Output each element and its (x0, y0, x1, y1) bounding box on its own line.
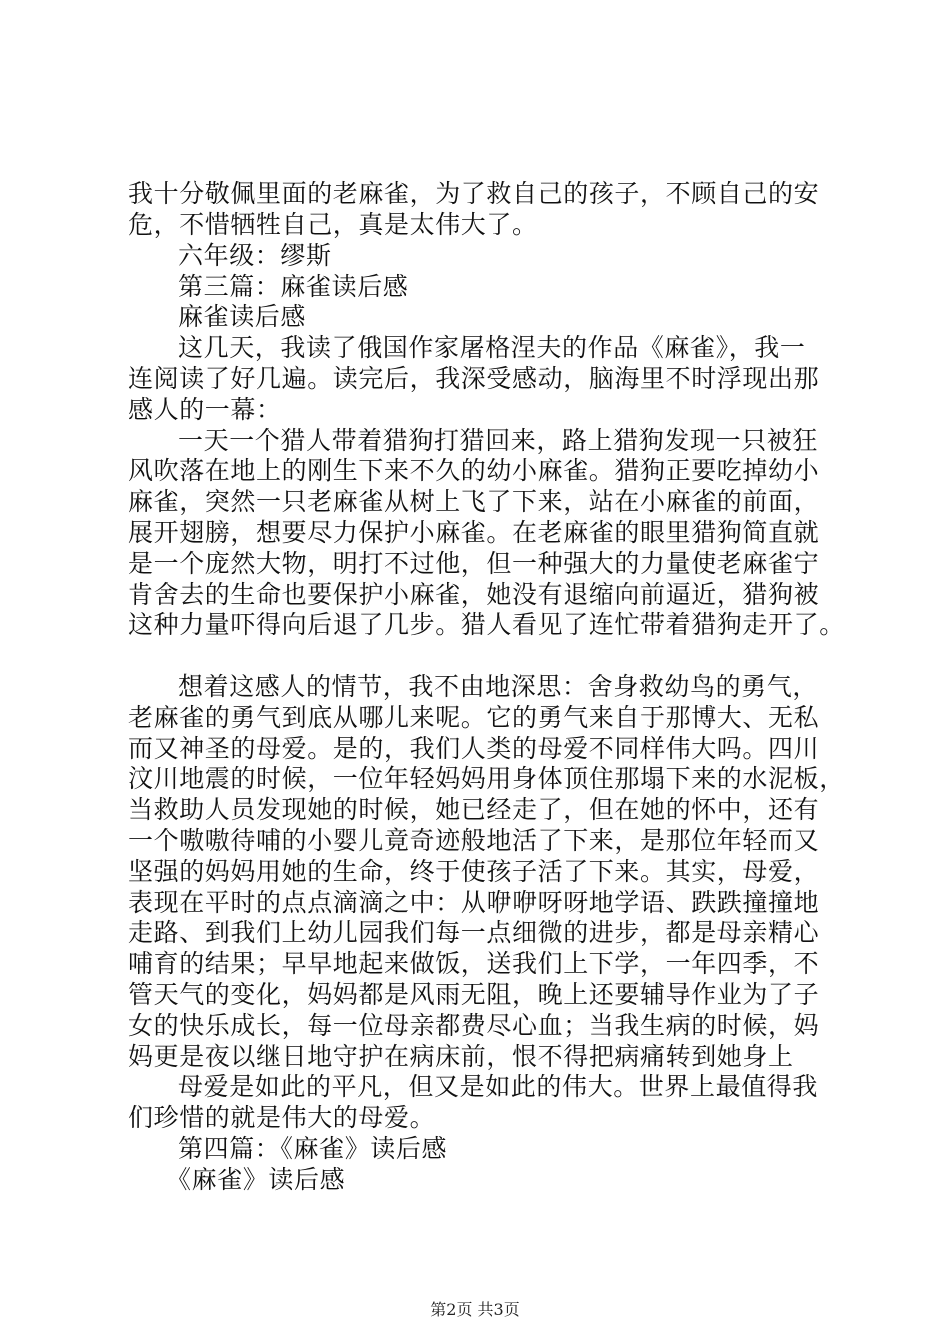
text-line: 我十分敬佩里面的老麻雀，为了救自己的孩子，不顾自己的安 (128, 179, 820, 208)
text-line: 坚强的妈妈用她的生命，终于使孩子活了下来。其实，母爱， (128, 857, 820, 886)
text-line: 当救助人员发现她的时候，她已经走了，但在她的怀中，还有 (128, 795, 820, 824)
article-title: 《麻雀》读后感 (166, 1165, 346, 1194)
section-heading: 第三篇：麻雀读后感 (178, 272, 409, 301)
page-footer: 第2页 共3页 (430, 1300, 520, 1319)
text-line: 母爱是如此的平凡，但又是如此的伟大。世界上最值得我 (178, 1072, 819, 1101)
text-line: 汶川地震的时候，一位年轻妈妈用身体顶住那塌下来的水泥板， (128, 764, 845, 793)
text-line: 妈更是夜以继日地守护在病床前，恨不得把病痛转到她身上 (128, 1042, 794, 1071)
text-line: 风吹落在地上的刚生下来不久的幼小麻雀。猎狗正要吃掉幼小 (128, 456, 820, 485)
text-line: 而又神圣的母爱。是的，我们人类的母爱不同样伟大吗。四川 (128, 734, 820, 763)
text-line: 是一个庞然大物，明打不过他，但一种强大的力量使老麻雀宁 (128, 549, 820, 578)
text-line: 们珍惜的就是伟大的母爱。 (128, 1103, 436, 1132)
article-title: 麻雀读后感 (178, 302, 307, 331)
author-line: 六年级：缪斯 (178, 241, 332, 270)
text-line: 哺育的结果；早早地起来做饭，送我们上下学，一年四季，不 (128, 949, 820, 978)
text-line: 肯舍去的生命也要保护小麻雀，她没有退缩向前逼近，猎狗被 (128, 580, 820, 609)
text-line: 展开翅膀，想要尽力保护小麻雀。在老麻雀的眼里猎狗简直就 (128, 518, 820, 547)
text-line: 老麻雀的勇气到底从哪儿来呢。它的勇气来自于那博大、无私 (128, 703, 820, 732)
text-line: 走路、到我们上幼儿园我们每一点细微的进步，都是母亲精心 (128, 918, 820, 947)
text-line: 感人的一幕： (128, 395, 282, 424)
text-line: 这种力量吓得向后退了几步。猎人看见了连忙带着猎狗走开了。 (128, 610, 845, 639)
text-line: 女的快乐成长，每一位母亲都费尽心血；当我生病的时候，妈 (128, 1011, 820, 1040)
text-line: 一个嗷嗷待哺的小婴儿竟奇迹般地活了下来，是那位年轻而又 (128, 826, 820, 855)
section-heading: 第四篇：《麻雀》读后感 (178, 1134, 448, 1163)
text-line: 连阅读了好几遍。读完后，我深受感动，脑海里不时浮现出那 (128, 364, 820, 393)
text-line: 一天一个猎人带着猎狗打猎回来，路上猎狗发现一只被狂 (178, 426, 819, 455)
text-line: 管天气的变化，妈妈都是风雨无阻，晚上还要辅导作业为了子 (128, 980, 820, 1009)
text-line: 想着这感人的情节，我不由地深思：舍身救幼鸟的勇气， (178, 672, 819, 701)
text-line: 表现在平时的点点滴滴之中：从咿咿呀呀地学语、跌跌撞撞地 (128, 888, 820, 917)
text-line: 危，不惜牺牲自己，真是太伟大了。 (128, 210, 538, 239)
text-line: 麻雀，突然一只老麻雀从树上飞了下来，站在小麻雀的前面， (128, 487, 820, 516)
text-line: 这几天，我读了俄国作家屠格涅夫的作品《麻雀》，我一 (178, 333, 806, 362)
